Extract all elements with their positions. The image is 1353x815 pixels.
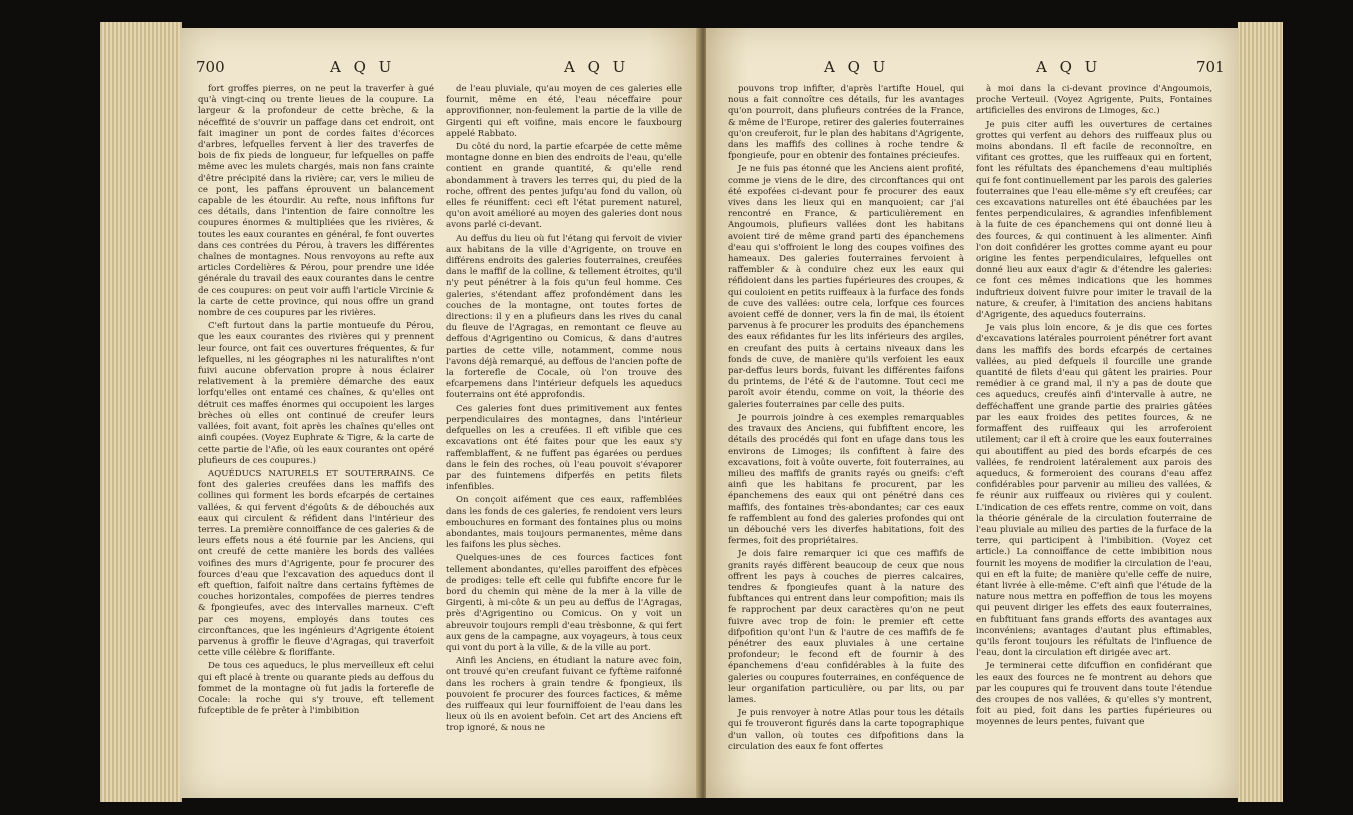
running-head: A Q U: [330, 58, 396, 76]
paragraph: De tous ces aqueducs, le plus merveilleux eft celui qui eft placé à trente ou quarante pieds au deffous du fommet de la montagne où fut jadis la forterefle de Cocale: la roche qui s'y trouve, eft tellement fufceptible de fe prêter à l'imbibition: [198, 661, 434, 717]
paragraph: Ainfi les Anciens, en étudiant la nature avec foin, ont trouvé qu'en creufant fuivant ce fyftème raifonné dans les rochers à grain tendre & fpongieux, ils pouvoient fe procurer des fources factices, & même des ruiffeaux qui leur fourniffoient de l'eau dans les lieux où ils en avoient befoin. Cet art des Anciens eft trop ignoré, & nous ne: [446, 656, 682, 734]
paragraph: Ces galeries font dues primitivement aux fentes perpendiculaires des montagnes, dans l'intérieur defquelles on les a creufées. Il eft vifible que ces excavations ont été faites pour que les eaux s'y raffemblaffent, & ne fuffent pas égarées ou perdues dans le fein des roches, où l'eau pouvoit s'évaporer par des fuintemens difperfés en petits filets infenfibles.: [446, 403, 682, 493]
right-page: [706, 28, 1239, 798]
running-head: A Q U: [824, 58, 890, 76]
page-edges-right: [1238, 22, 1283, 802]
paragraph: Je pourrois joindre à ces exemples remarquables des travaux des Anciens, qui fubfiftent encore, les détails des procédés qui font en ufage dans tous les environs de Limoges; ils confiftent à faire des excavations, foit à voûte ouverte, foit fouterraines, au milieu des maffifs de granits rayés ou gneifs: c'eft ainfi que les habitans fe procurent, par les épanchemens des eaux qui ont pénétré dans ces maffifs, des fontaines très-abondantes; car ces eaux fe raffemblent au fond des galeries profondes qui ont un débouché vers les diverfes habitations, foit des fermes, foit des propriétaires.: [728, 412, 964, 547]
page-edges-left: [100, 22, 182, 802]
text-column: [198, 84, 434, 784]
paragraph: Au deffus du lieu où fut l'étang qui fervoit de vivier aux habitans de la ville d'Agrigente, on trouve en différens endroits des galeries fouterraines, creufées dans le maffif de la colline, & tellement étroites, qu'il n'y peut pénétrer à la fois qu'un feul homme. Ces galeries, s'étendant affez profondément dans les couches de la montagne, ont toutes fortes de directions: il y en a plufieurs dans les rives du canal du fleuve de l'Agragas, en remontant ce fleuve au deffous d'Agrigentino ou Comicus, & dans d'autres parties de cette ville, notamment, comme nous l'avons déjà remarqué, au deffous de l'ancien pofte de la forterefle de Cocale, où l'on trouve des efcarpemens dans l'intérieur defquels les aqueducs fouterrains ont été approfondis.: [446, 233, 682, 401]
paragraph: Je ne fuis pas étonné que les Anciens aient profité, comme je viens de le dire, des circonftances qui ont été expofées ci-devant pour fe procurer des eaux vives dans les lieux qui en manquoient; car j'ai rencontré en France, & particulièrement en Angoumois, plufieurs vallées dont les habitans avoient tiré de même grand parti des épanchemens d'eau qui s'offroient le long des coupes voifines des hameaux. Des galeries fouterraines fervoient à raffembler & à conduire chez eux les eaux qui réfidoient dans les parties fupérieures des croupes, & qui couloient en petits ruiffeaux à la furface des fonds de cuve des vallées: outre cela, lorfque ces fources avoient ceffé de donner, vers la fin de mai, ils étoient parvenus à fe procurer les produits des épanchemens des eaux réfidantes fur les lits inférieurs des argiles, en creufant des puits à certains niveaux dans les fonds de cuve, de manière qu'ils verfoient les eaux par-deffus leurs bords, fuivant les différentes faifons du printems, de l'été & de l'automne. Tout ceci me paroît avoir étendu, comme on voit, la théorie des galeries fouterraines par celle des puits.: [728, 164, 964, 410]
running-head: A Q U: [564, 58, 630, 76]
paragraph: Du côté du nord, la partie efcarpée de cette même montagne donne en bien des endroits de l'eau, qu'elle contient en grande quantité, & qu'elle rend abondamment à travers les terres qui, du pied de la roche, offrent des pentes jufqu'au fond du vallon, où elles fe réuniffent: ceci eft l'état purement naturel, qu'on avoit amélioré au moyen des galeries dont nous avons parlé ci-devant.: [446, 142, 682, 231]
paragraph: à moi dans la ci-devant province d'Angoumois, proche Verteuil. (Voyez Agrigente, Puits, Fontaines artificielles des environs de Limoges, &c.): [976, 84, 1212, 117]
text-column: [446, 84, 682, 784]
paragraph: Quelques-unes de ces fources factices font tellement abondantes, qu'elles paroiffent des efpèces de prodiges: telle eft celle qui fubfifte encore fur le bord du chemin qui mène de la mer à la ville de Girgenti, à mi-côte & un peu au deffus de l'Agragas, près d'Agrigentino ou Comicus. On y voit un abreuvoir toujours rempli d'eau trèsbonne, & qui fert aux gens de la campagne, aux voyageurs, à tous ceux qui vont du port à la ville, & de la ville au port.: [446, 553, 682, 653]
text-column: [728, 84, 964, 784]
running-head: A Q U: [1036, 58, 1102, 76]
paragraph: de l'eau pluviale, qu'au moyen de ces galeries elle fournit, même en été, l'eau néceffaire pour approvifionner, non-feulement la partie de la ville de Girgenti qui eft voifine, mais encore le fauxbourg appelé Rabbato.: [446, 84, 682, 139]
page-number: 701: [1196, 58, 1225, 76]
paragraph: Je terminerai cette difcuffion en confidérant que les eaux des fources ne fe montrent au dehors que par les coupures qui fe trouvent dans toute l'étendue des croupes de nos vallées, & qu'elles s'y montrent, foit au pied, foit dans les parties fupérieures ou moyennes de leurs pentes, fuivant que: [976, 661, 1212, 728]
paragraph: On conçoit aifément que ces eaux, raffemblées dans les fonds de ces galeries, fe rendoient vers leurs embouchures en formant des fontaines plus ou moins abondantes, mais toujours permanentes, même dans les faifons les plus sèches.: [446, 495, 682, 551]
paragraph: AQUÉDUCS NATURELS ET SOUTERRAINS. Ce font des galeries creufées dans les maffifs des collines qui forment les bords efcarpés de certaines vallées, & qui fervent d'égoûts & de débouchés aux eaux qui circulent & réfident dans l'intérieur des terres. La première connoiffance de ces galeries & de leurs effets nous a été fournie par les Anciens, qui ont creufé de cette manière les bords des vallées voifines des murs d'Agrigente, pour fe procurer des fources d'eau que l'excavation des aqueducs dont il eft queftion, faifoit naître dans certains fyftèmes de couches horizontales, compofées de pierres tendres & fpongieufes, avec des intervalles marneux. C'eft par ces moyens, employés dans toutes ces circonftances, que les ingénieurs d'Agrigente étoient parvenus à groffir le fleuve d'Agragas, qui traverfoit cette ville célèbre & floriffante.: [198, 468, 434, 659]
text-column: [976, 84, 1212, 784]
paragraph: Je dois faire remarquer ici que ces maffifs de granits rayés diffèrent beaucoup de ceux que nous offrent les pays à couches de pierres calcaires, tendres & fpongieufes quant à la nature des fubftances qui entrent dans leur compofition; mais ils fe rapprochent par deux caractères qu'on ne peut fuivre avec trop de foin: le premier eft cette difpofition qu'ont l'un & l'autre de ces maffifs de fe pénétrer des eaux pluviales à une certaine profondeur; le fecond eft de fournir à des épanchemens d'eau confidérables à la fuite des galeries ou coupures fouterraines, en conféquence de leur organifation particulière, ou par lits, ou par lames.: [728, 549, 964, 705]
page-number: 700: [196, 58, 225, 76]
paragraph: Je vais plus loin encore, & je dis que ces fortes d'excavations latérales pourroient pénétrer fort avant dans les maffifs des bords efcarpés de certaines vallées, au pied defquels il fourcille une grande quantité de filets d'eau qui gâtent les prairies. Pour remédier à ce grand mal, il n'y a pas de doute que ces aqueducs, creufés ainfi d'intervalle à autre, ne defféchaffent une grande partie des prairies gâtées par les eaux froides des petites fources, & ne formaffent des ruiffeaux qui les arroferoient utilement; car il eft à croire que les eaux fouterraines qui aboutiffent au pied des bords efcarpés de ces vallées, fe rendroient latéralement aux parois des aqueducs, & formeroient des courans d'eau affez confidérables pour parvenir au milieu des vallées, & fe réunir aux ruiffeaux ou rivières qui y coulent. L'indication de ces effets rentre, comme on voit, dans la théorie générale de la circulation fouterraine de l'eau pluviale au milieu des parties de la furface de la terre, qui participent à l'imbibition. (Voyez cet article.) La connoiffance de cette imbibition nous fournit les moyens de modifier la circulation de l'eau, qui en eft la fuite; de manière qu'elle ceffe de nuire, étant livrée à elle-même. C'eft ainfi que l'étude de la nature nous mettra en poffeffion de tous les moyens qui peuvent diriger les effets des eaux fouterraines, en fubftituant fans grands efforts des avantages aux inconvéniens; avantages d'autant plus eftimables, qu'ils feront toujours les réfultats de l'influence de l'eau, dont la circulation eft dirigée avec art.: [976, 323, 1212, 659]
right-page-header: [706, 58, 1239, 82]
paragraph: pouvons trop infifter, d'après l'artifte Houel, qui nous a fait connoître ces détails, fur les avantages qu'on pourroit, dans plufieurs contrées de la France, & même de l'Europe, retirer des galeries fouterraines qu'on creuferoit, fur le plan des habitans d'Agrigente, dans les maffifs des collines à roche tendre & fpongieufe, pour en obtenir des fontaines précieufes.: [728, 84, 964, 162]
left-page-header: [180, 58, 700, 82]
paragraph: fort groffes pierres, on ne peut la traverfer à gué qu'à vingt-cinq ou trente lieues de la coupure. La largeur & la profondeur de cette brèche, & la néceffité de s'ouvrir un paffage dans cet endroit, ont fait imaginer un pont de cordes faites d'écorces d'arbres, lefquelles fervent à lier des traverfes de bois de fix pieds de longueur, fur lefquelles on paffe même avec les mulets chargés, mais non fans crainte d'être précipité dans la rivière; car, vers le milieu de ce pont, les paffans éprouvent un balancement capable de les étourdir. Au refte, nous infiftons fur ces détails, dans l'intention de faire connoître les coupures énormes & multipliées que les rivières, & toutes les eaux courantes en général, fe font ouvertes dans ces contrées du Pérou, à travers les différentes chaînes de montagnes. Nous renvoyons au refte aux articles Cordelières & Pérou, pour prendre une idée générale du travail des eaux courantes dans le centre de ces coupures: on peut voir auffi l'article Vircinie & la carte de cette province, qui nous offre un grand nombre de ces coupures par les rivières.: [198, 84, 434, 319]
paragraph: Je puis renvoyer à notre Atlas pour tous les détails qui fe trouveront figurés dans la carte topographique d'un vallon, où toutes ces difpofitions dans la circulation des eaux fe font offertes: [728, 708, 964, 752]
paragraph: Je puis citer auffi les ouvertures de certaines grottes qui verfent au dehors des ruiffeaux plus ou moins abondans. Il eft facile de reconnoître, en vifitant ces grottes, que les ruiffeaux qui en fortent, font les réfultats des épanchemens d'eau multipliés qui fe font continuellement par les parois des galeries fouterraines que l'eau elle-même s'y eft creufées; car ces excavations naturelles ont été ébauchées par les fentes perpendiculaires, & agrandies infenfiblement à la fuite de ces épanchemens qui ont donné lieu à des fources, & qui continuent à les alimenter. Ainfi l'on doit confidérer les grottes comme ayant eu pour origine les fentes perpendiculaires, lefquelles ont donné lieu aux eaux d'agir & d'étendre les galeries: ce font ces mêmes indications que les hommes induftrieux doivent fuivre pour imiter le travail de la nature, & creufer, à l'imitation des anciens habitans d'Agrigente, des aqueducs fouterrains.: [976, 119, 1212, 321]
left-page: [180, 28, 700, 798]
paragraph: C'eft furtout dans la partie montueufe du Pérou, que les eaux courantes des rivières qui y prennent leur fource, ont fait ces ouvertures fréquentes, & fur lefquelles, ni les géographes ni les naturaliftes n'ont fuivi aucune obfervation propre à nous éclairer relativement à la première démarche des eaux lorfqu'elles ont entamé ces chaînes, & qu'elles ont détruit ces maffes énormes qui occupoient les larges brèches où elles ont continué de creufer leurs vallées, foit avant, foit après les chaînes qu'elles ont ainfi coupées. (Voyez Euphrate & Tigre, & la carte de cette partie de l'Afie, où les eaux courantes ont opéré plufieurs de ces coupures.): [198, 321, 434, 466]
